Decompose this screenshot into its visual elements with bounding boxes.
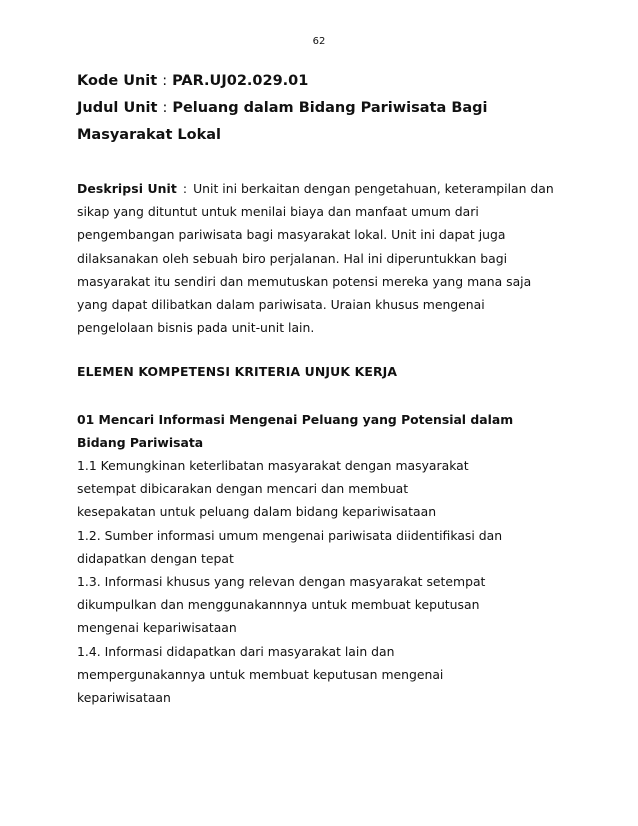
deskripsi-line bbox=[77, 177, 597, 200]
element-title-line: Bidang Pariwisata bbox=[77, 434, 204, 450]
kode-unit-value: PAR.UJ02.029.01 bbox=[172, 73, 309, 89]
criteria-line: 1.2. Sumber informasi umum mengenai pariwisata diidentifikasi dan bbox=[77, 527, 503, 543]
deskripsi-paragraph bbox=[77, 177, 597, 339]
deskripsi-text: sikap yang dituntut untuk menilai biaya dan manfaat umum dari bbox=[77, 204, 479, 220]
kode-unit-label: Kode Unit bbox=[77, 73, 158, 89]
criteria-line: 1.3. Informasi khusus yang relevan dengan masyarakat setempat bbox=[77, 574, 486, 590]
criteria-line: mengenai kepariwisataan bbox=[77, 620, 237, 636]
judul-unit-value-line-2: Masyarakat Lokal bbox=[77, 127, 222, 143]
criteria-line: 1.4. Informasi didapatkan dari masyarakat lain dan bbox=[77, 643, 395, 659]
judul-unit-separator: : bbox=[162, 100, 168, 116]
section-title: ELEMEN KOMPETENSI KRITERIA UNJUK KERJA bbox=[77, 364, 398, 380]
deskripsi-text: pengelolaan bisnis pada unit-unit lain. bbox=[77, 320, 315, 336]
deskripsi-text: masyarakat itu sendiri dan memutuskan potensi mereka yang mana saja bbox=[77, 273, 532, 289]
element-title bbox=[77, 408, 597, 454]
deskripsi-separator: : bbox=[182, 181, 188, 196]
criteria-line: kepariwisataan bbox=[77, 690, 171, 706]
criteria-line: 1.1 Kemungkinan keterlibatan masyarakat dengan masyarakat bbox=[77, 458, 469, 474]
deskripsi-text: Unit ini berkaitan dengan pengetahuan, keterampilan dan bbox=[193, 181, 554, 196]
criteria-line: setempat dibicarakan dengan mencari dan membuat bbox=[77, 481, 409, 497]
judul-unit-label: Judul Unit bbox=[77, 100, 158, 116]
page-number: 62 bbox=[312, 36, 326, 47]
deskripsi-text: yang dapat dilibatkan dalam pariwisata. Uraian khusus mengenai bbox=[77, 297, 485, 313]
kode-unit-heading bbox=[77, 68, 597, 95]
judul-unit-value-line-1: Peluang dalam Bidang Pariwisata Bagi bbox=[172, 100, 488, 116]
criteria-list bbox=[77, 454, 597, 709]
criteria-line: kesepakatan untuk peluang dalam bidang kepariwisataan bbox=[77, 504, 437, 520]
deskripsi-text: dilaksanakan oleh sebuah biro perjalanan. Hal ini diperuntukkan bagi bbox=[77, 250, 508, 266]
document-body bbox=[77, 68, 597, 709]
deskripsi-text: pengembangan pariwisata bagi masyarakat lokal. Unit ini dapat juga bbox=[77, 227, 506, 243]
judul-unit-heading bbox=[77, 95, 597, 149]
kode-unit-separator: : bbox=[162, 73, 168, 89]
element-title-line: 01 Mencari Informasi Mengenai Peluang yang Potensial dalam bbox=[77, 411, 514, 427]
deskripsi-label: Deskripsi Unit bbox=[77, 181, 177, 196]
criteria-line: didapatkan dengan tepat bbox=[77, 550, 234, 566]
criteria-line: dikumpulkan dan menggunakannnya untuk membuat keputusan bbox=[77, 597, 480, 613]
criteria-line: mempergunakannya untuk membuat keputusan mengenai bbox=[77, 666, 444, 682]
